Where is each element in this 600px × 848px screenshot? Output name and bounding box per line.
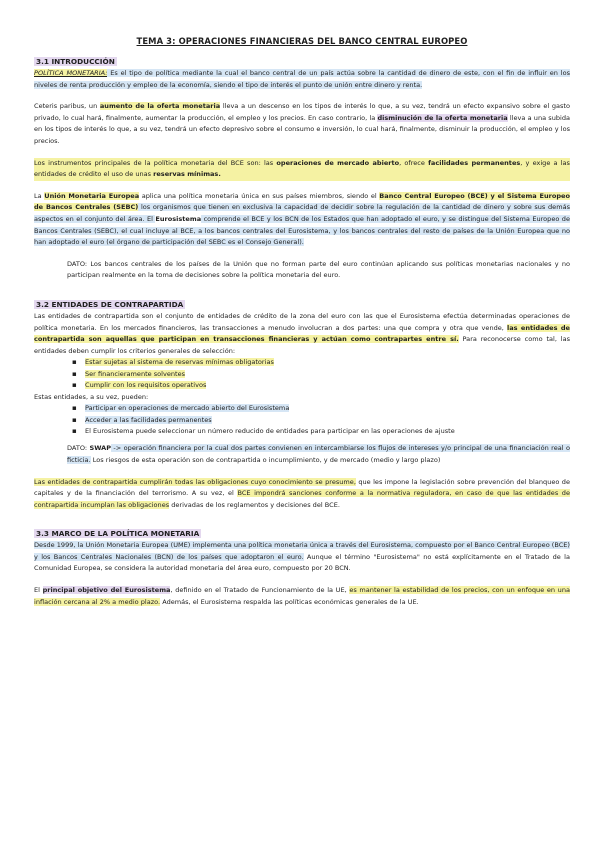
paragraph-union-monetaria [34, 191, 570, 249]
list-item-text: Acceder a las facilidades permanentes [85, 415, 212, 424]
text-run: Los instrumentos principales de la política monetaria del BCE son: las [34, 158, 277, 167]
text-run: BCE impondrá sanciones conforme a la normativa reguladora, en caso de que las entidades de contrapartida incumplan las obligaciones [34, 489, 570, 509]
list-item-text: Ser financieramente solventes [85, 369, 186, 378]
text-run: Ceteris paribus, un [34, 102, 100, 111]
highlight-disminucion-oferta: disminución de la oferta monetaria [377, 113, 508, 122]
text-run: Para reconocerse como tal, las entidades deben cumplir los criterios generales de selección: [34, 335, 570, 355]
paragraph-entidades-contrapartida [34, 311, 570, 357]
text-run: El [34, 586, 43, 595]
text-run: comprende el BCE y los BCN de los Estados que han adoptado el euro, y se distingue del Sistema Europeo de Bancos Centrales (SEBC), el cual incluye al BCE, a los bancos centrales del Eurosistema, y los bancos centrales del resto de países de la Unión Europea que no han adoptado el euro (el órgano de participación del SEBC es el Consejo General). [34, 214, 570, 247]
section-title-introduccion: 3.1 INTRODUCCIÓN [36, 57, 115, 66]
text-run: Las entidades de contrapartida son el conjunto de entidades de crédito de la zona del euro con las que el Eurosistema efectúa determinadas operaciones de política monetaria. En los mercados financieros, las transacciones a menudo involucran a dos partes: una que compra y otra que vende, [34, 311, 570, 332]
term-politica-monetaria: POLÍTICA MONETARIA: [34, 69, 108, 77]
text-run: Desde 1999, la Unión Monetaria Europea (UME) implementa una política monetaria única a través del Eurosistema, compuesto por el Banco Central Europeo (BCE) y los Bancos Centrales Nacionales (BCN) de los países que adoptaron el euro. [34, 541, 570, 561]
definition-text: Es el tipo de política mediante la cual el banco central de un país actúa sobre la cantidad de dinero de este, con el fin de influir en los niveles de renta producción y empleo de la economía, siendo el tipo de interés el punto de unión entre dinero y renta. [34, 69, 570, 89]
text-run: los organismos que tienen en exclusiva la capacidad de decidir sobre la regulación de la cantidad de dinero y sobre sus demás aspectos en el conjunto del área. El [34, 203, 570, 223]
list-item [72, 357, 570, 368]
list-lead: Estas entidades, a su vez, pueden: [34, 392, 149, 401]
term-ume: Unión Monetaria Europea [44, 191, 140, 200]
term-facilidades-permanentes: facilidades permanentes [428, 158, 521, 167]
text-run: lleva a una subida en los tipos de interés lo que, a su vez, tendrá un efecto depresivo sobre el consumo e inversión, lo cual hará, finalmente, disminuir la producción, el empleo y los precios. [34, 113, 570, 145]
text-run: aplica una política monetaria única en sus países miembros, siendo el [139, 191, 380, 200]
term-reservas-minimas: reservas mínimas. [153, 170, 221, 179]
list-item [72, 426, 570, 437]
text-run: DATO: [67, 444, 90, 453]
highlight-estabilidad-precios: es mantener la estabilidad de los precios, con un enfoque en una inflación cercana al 2% a medio plazo. [34, 586, 570, 606]
paragraph-ume-1999 [34, 540, 570, 575]
text-run: que les impone la legislación sobre prevención del blanqueo de capitales y de la financiación del terrorismo. A su vez, el [34, 477, 570, 498]
text-run: Los riesgos de esta operación son de contrapartida o incumplimiento, y de mercado (medio y largo plazo) [90, 455, 441, 464]
list-criterios-seleccion [34, 357, 570, 391]
note-dato-bancos-centrales: DATO: Los bancos centrales de los países de la Unión que no forman parte del euro continúan aplicando sus políticas monetarias nacionales y no participan realmente en la toma de decisiones sobre la política monetaria del euro. [67, 259, 570, 280]
list-item [72, 380, 570, 391]
list-item [72, 369, 570, 380]
highlight-definicion-contrapartida: las entidades de contrapartida son aquellas que participan en transacciones financieras y actúan como contrapartes entre sí. [34, 323, 570, 344]
term-swap: SWAP [89, 444, 112, 453]
document-title: TEMA 3: OPERACIONES FINANCIERAS DEL BANCO CENTRAL EUROPEO [136, 36, 468, 46]
text-run: , definido en el Tratado de Funcionamiento de la UE, [170, 586, 350, 595]
text-run: Además, el Eurosistema respalda las políticas económicas generales de la UE. [160, 597, 419, 606]
note-dato-swap [34, 443, 570, 466]
term-eurosistema: Eurosistema [155, 214, 202, 223]
text-run: Las entidades de contrapartida cumplirán todas las obligaciones cuyo conocimiento se presume, [34, 477, 356, 486]
highlight-aumento-oferta: aumento de la oferta monetaria [99, 102, 221, 111]
paragraph-oferta-monetaria [34, 101, 570, 147]
list-item [72, 415, 570, 426]
list-item-text: Cumplir con los requisitos operativos [85, 381, 207, 390]
text-run: , ofrece [399, 158, 429, 167]
term-bce-sebc: Banco Central Europeo (BCE) y el Sistema Europeo de Bancos Centrales (SEBC) [34, 191, 570, 212]
text-run: lleva a un descenso en los tipos de interés lo que, a su vez, tendrá un efecto expansivo sobre el gasto privado, lo cual hará, finalmente, aumentar la producción, el empleo y los precios. En caso contrario, la [34, 102, 570, 122]
paragraph-objetivo-eurosistema [34, 585, 570, 608]
paragraph-instrumentos [34, 158, 570, 181]
term-operaciones-mercado-abierto: operaciones de mercado abierto [276, 158, 400, 167]
list-item [72, 403, 570, 414]
paragraph-politica-monetaria [34, 68, 570, 91]
section-title-entidades: 3.2 ENTIDADES DE CONTRAPARTIDA [36, 299, 184, 309]
list-item-text: El Eurosistema puede seleccionar un número reducido de entidades para participar en las operaciones de ajuste [85, 426, 455, 435]
section-title-marco: 3.3 MARCO DE LA POLÍTICA MONETARIA [36, 529, 200, 539]
text-run: , y exige a las entidades de crédito el uso de unas [34, 158, 570, 179]
list-item-text: Participar en operaciones de mercado abierto del Eurosistema [85, 404, 290, 413]
paragraph-obligaciones [34, 477, 570, 512]
list-pueden [34, 403, 570, 437]
term-principal-objetivo: principal objetivo del Eurosistema [42, 586, 171, 595]
text-run: La [34, 191, 45, 200]
text-run: -> operación financiera por la cual dos partes convienen en intercambiarse los flujos de intereses y/o principal de una financiación real o ficticia. [67, 444, 570, 464]
text-run: derivadas de los reglamentos y decisiones del BCE. [169, 500, 340, 509]
text-run: Aunque el término "Eurosistema" no está explícitamente en el Tratado de la Comunidad Europea, se considera la autoridad monetaria del área euro, compuesto por 20 BCN. [34, 552, 570, 573]
list-item-text: Estar sujetas al sistema de reservas mínimas obligatorias [85, 358, 274, 367]
